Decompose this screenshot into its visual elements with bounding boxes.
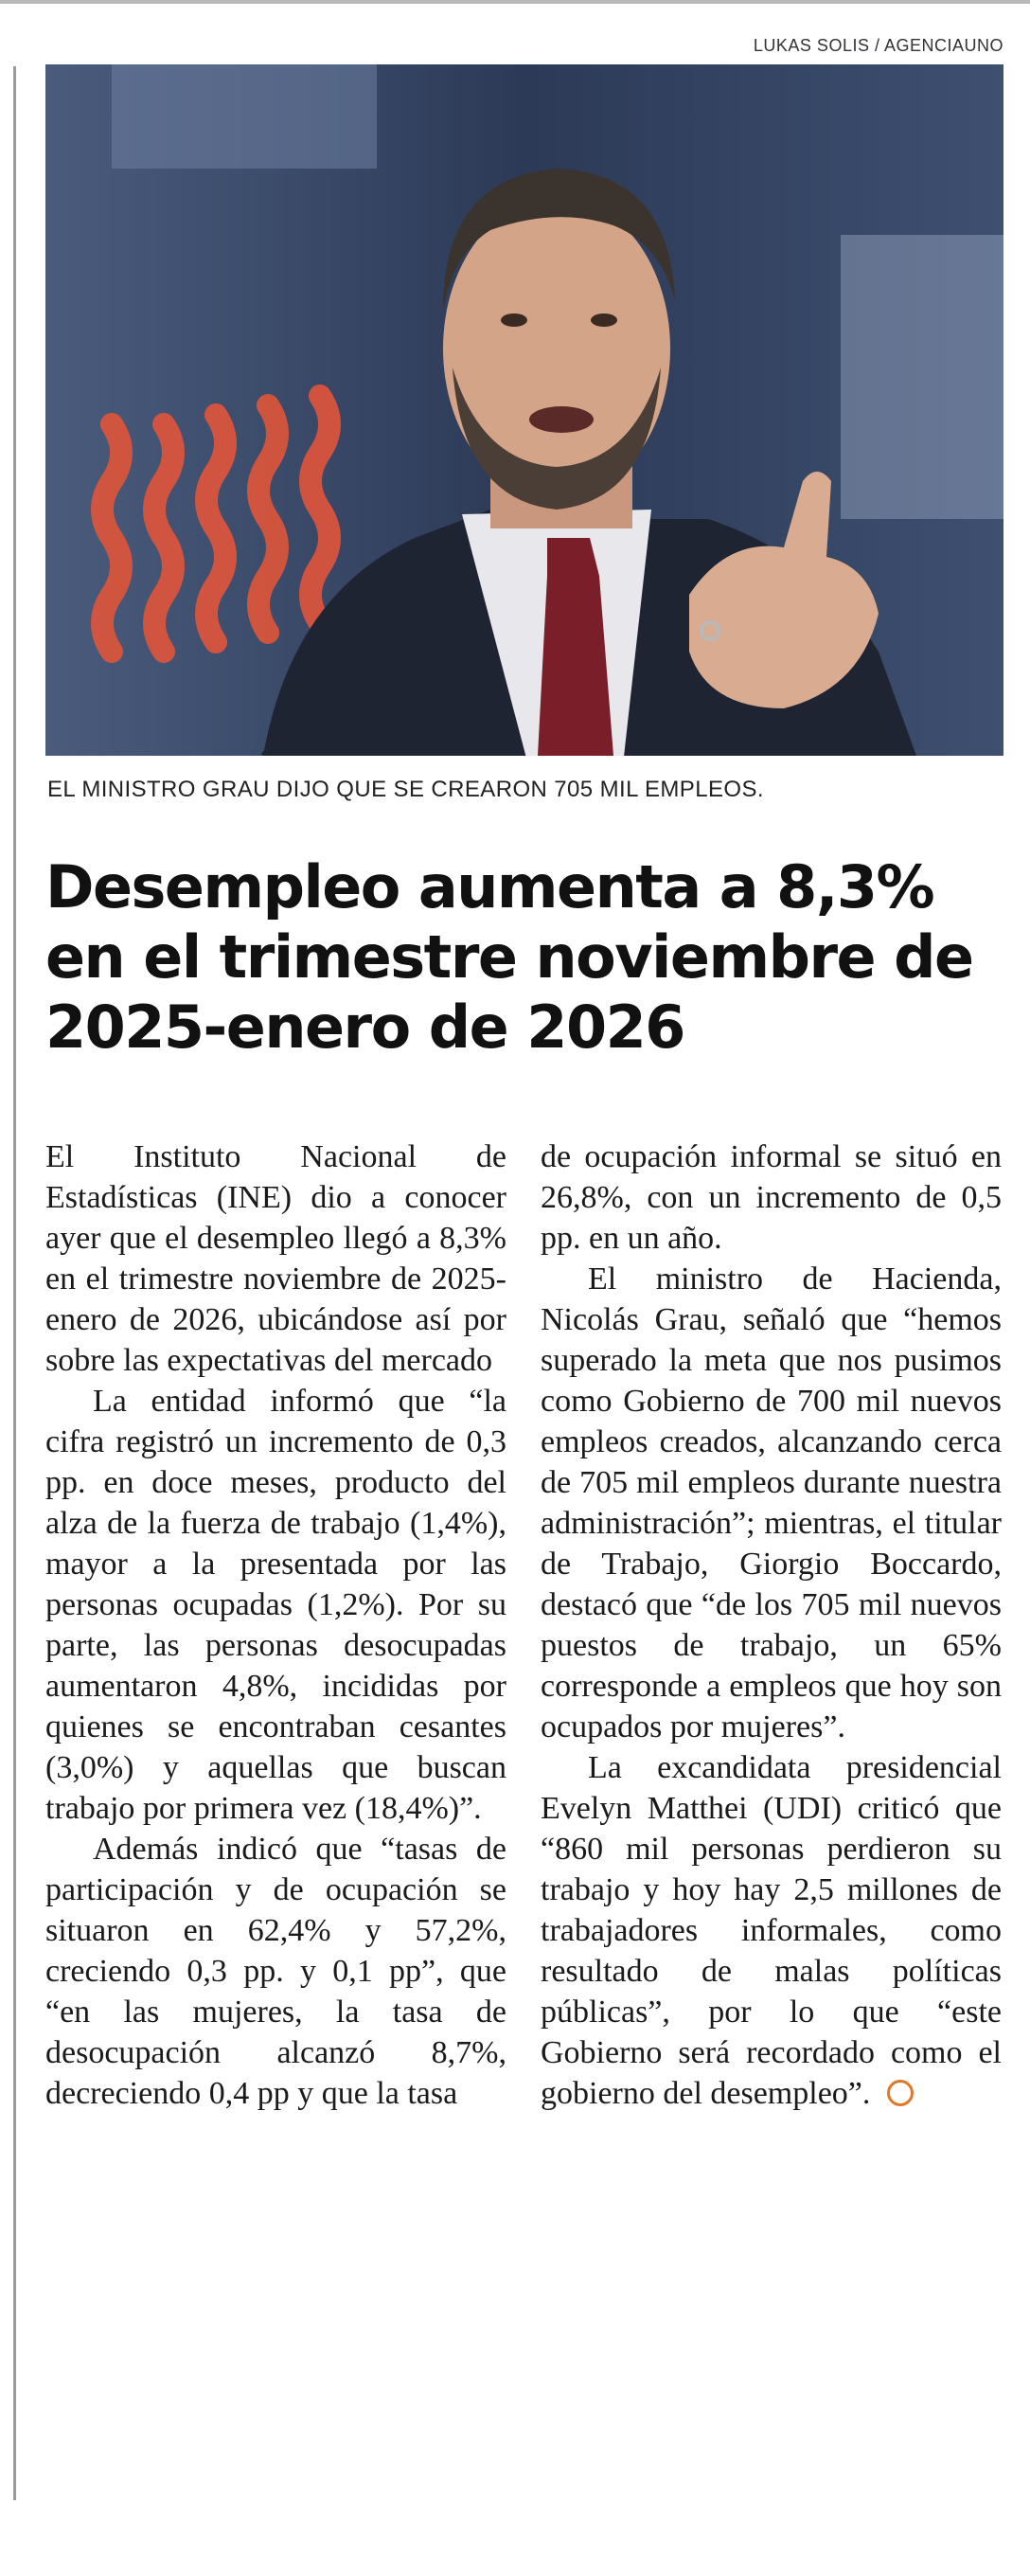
article-end-icon bbox=[887, 2080, 914, 2106]
photo-credit: LUKAS SOLIS / AGENCIAUNO bbox=[753, 36, 1003, 55]
column-left bbox=[45, 1136, 506, 2114]
paragraph: Además indicó que “tasas de participación y de ocupación se situaron en 62,4% y 57,2%, creciendo 0,3 pp. y 0,1 pp”, que “en las mujeres, la tasa de desocupación alcanzó 8,7%, decreciendo 0,4 pp y que la tasa bbox=[45, 1832, 506, 2111]
article-headline: Desempleo aumenta a 8,3% en el trimestre noviembre de 2025-enero de 2026 bbox=[45, 852, 973, 1062]
article-body bbox=[45, 1136, 1002, 2114]
paragraph: La entidad informó que “la cifra registró un incremento de 0,3 pp. en doce meses, producto del alza de la fuerza de trabajo (1,4%), mayor a la presentada por las personas ocupadas (1,2%). Por su parte, las personas desocupadas aumentaron 4,8%, incididas por quienes se encontraban cesantes (3,0%) y aquellas que buscan trabajo por primera vez (18,4%)”. bbox=[45, 1384, 506, 1826]
photo-caption: EL MINISTRO GRAU DIJO QUE SE CREARON 705 MIL EMPLEOS. bbox=[47, 777, 764, 802]
paragraph: El ministro de Hacienda, Nicolás Grau, señaló que “hemos superado la meta que nos pusimos como Gobierno de 700 mil nuevos empleos creados, alcanzando cerca de 705 mil empleos durante nuestra administración”; mientras, el titular de Trabajo, Giorgio Boccardo, destacó que “de los 705 mil nuevos puestos de trabajo, un 65% corresponde a empleos que hoy son ocupados por mujeres”. bbox=[541, 1261, 1002, 1744]
column-rule bbox=[13, 66, 16, 2500]
paragraph: de ocupación informal se situó en 26,8%, con un incremento de 0,5 pp. en un año. bbox=[541, 1139, 1002, 1256]
column-right bbox=[541, 1136, 1002, 2114]
paragraph: El Instituto Nacional de Estadísticas (INE) dio a conocer ayer que el desempleo llegó a 8,3% en el trimestre noviembre de 2025-enero de 2026, ubicándose así por sobre las expectativas del mercado bbox=[45, 1139, 506, 1378]
top-rule bbox=[0, 0, 1030, 4]
paragraph-text: La excandidata presidencial Evelyn Matthei (UDI) criticó que “860 mil personas perdieron su trabajo y hoy hay 2,5 millones de trabajadores informales, como resultado de malas políticas públicas”, por lo que “este Gobierno será recordado como el gobierno del desempleo”. bbox=[541, 1750, 1002, 2111]
paragraph bbox=[541, 1747, 1002, 2114]
article-photo bbox=[45, 64, 1003, 756]
